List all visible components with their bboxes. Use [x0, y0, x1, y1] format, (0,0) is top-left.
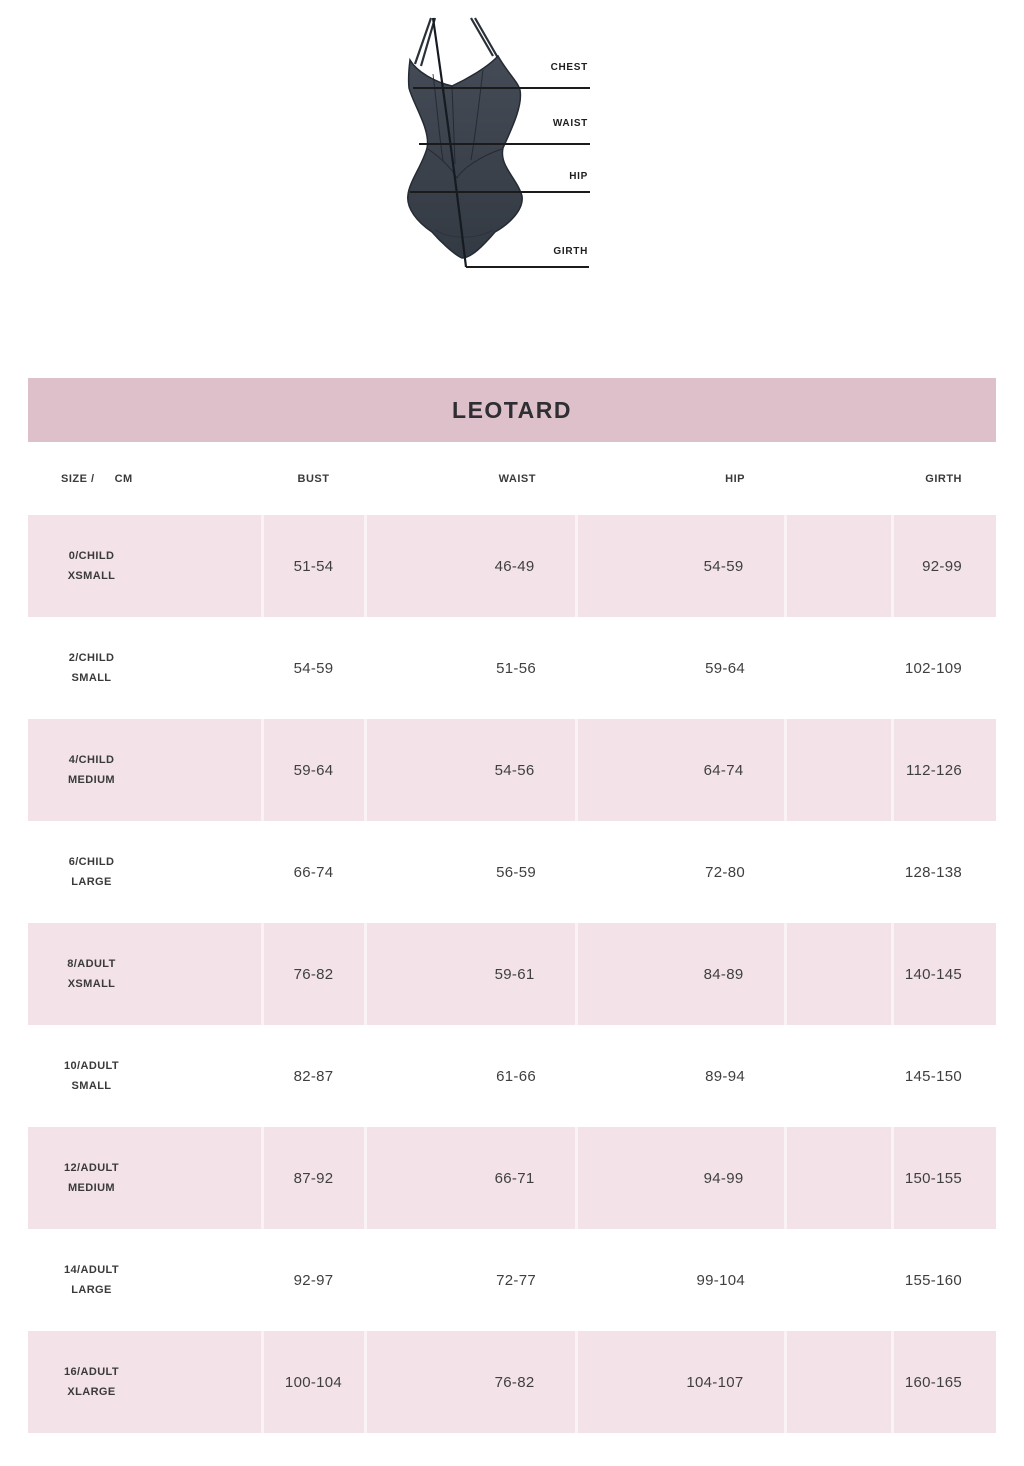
column-header-spacer [785, 442, 892, 515]
table-row [28, 923, 996, 1025]
chest-line [413, 87, 590, 89]
spacer-cell [785, 515, 892, 617]
bust-cell: 100-104 [262, 1331, 365, 1433]
bust-cell: 87-92 [262, 1127, 365, 1229]
hip-cell: 72-80 [705, 863, 745, 881]
size-line-1: 4/CHILD [68, 754, 115, 766]
size-chart-table [28, 442, 996, 1433]
size-cell [28, 821, 262, 923]
girth-cell: 92-99 [892, 515, 996, 617]
size-line-1: 2/CHILD [68, 652, 115, 664]
bust-cell: 82-87 [293, 1067, 334, 1085]
spacer-cell [785, 617, 892, 719]
size-cell [28, 719, 262, 821]
spacer-cell [785, 1229, 892, 1331]
table-row [28, 1331, 996, 1433]
size-header-label: SIZE / [61, 472, 95, 485]
column-header-girth: GIRTH [925, 472, 962, 485]
size-cell [28, 515, 262, 617]
girth-cell: 102-109 [904, 659, 962, 677]
hip-cell: 99-104 [696, 1271, 745, 1289]
spacer-cell [785, 1331, 892, 1433]
table-row [28, 821, 996, 923]
size-cell [28, 1127, 262, 1229]
column-header-bust: BUST [297, 472, 330, 485]
table-row [28, 515, 996, 617]
size-line-2: LARGE [71, 876, 112, 888]
chest-label: CHEST [550, 62, 588, 73]
table-row [28, 719, 996, 821]
girth-label: GIRTH [553, 246, 588, 257]
girth-cell: 128-138 [904, 863, 962, 881]
size-line-2: SMALL [71, 1080, 112, 1092]
spacer-cell [785, 1127, 892, 1229]
waist-cell: 46-49 [365, 515, 576, 617]
waist-cell: 76-82 [365, 1331, 576, 1433]
size-cell [28, 1229, 262, 1331]
hip-line [410, 191, 590, 193]
table-title-bar [28, 378, 996, 442]
waist-line [419, 143, 590, 145]
hip-label: HIP [569, 171, 588, 182]
measurement-diagram [0, 0, 1024, 378]
girth-line [466, 266, 589, 268]
bust-cell: 54-59 [293, 659, 334, 677]
size-line-2: XSMALL [67, 978, 116, 990]
girth-cell: 160-165 [892, 1331, 996, 1433]
size-line-2: MEDIUM [67, 1182, 115, 1194]
column-header-waist: WAIST [498, 472, 536, 485]
girth-cell: 145-150 [904, 1067, 962, 1085]
waist-cell: 59-61 [365, 923, 576, 1025]
size-line-1: 0/CHILD [68, 550, 115, 562]
hip-cell: 64-74 [576, 719, 785, 821]
size-cell [28, 1331, 262, 1433]
waist-cell: 51-56 [496, 659, 536, 677]
size-line-2: MEDIUM [67, 774, 115, 786]
bust-cell: 92-97 [293, 1271, 334, 1289]
unit-header-label: CM [114, 472, 133, 485]
girth-cell: 112-126 [892, 719, 996, 821]
waist-cell: 56-59 [496, 863, 536, 881]
size-line-2: SMALL [71, 672, 112, 684]
girth-cell: 155-160 [904, 1271, 962, 1289]
spacer-cell [785, 1025, 892, 1127]
spacer-cell [785, 923, 892, 1025]
waist-label: WAIST [552, 118, 588, 129]
spacer-cell [785, 719, 892, 821]
size-line-1: 16/ADULT [64, 1366, 119, 1378]
hip-cell: 89-94 [705, 1067, 745, 1085]
spacer-cell [785, 821, 892, 923]
waist-cell: 66-71 [365, 1127, 576, 1229]
size-line-1: 8/ADULT [67, 958, 116, 970]
column-header-hip: HIP [725, 472, 745, 485]
table-row [28, 1127, 996, 1229]
girth-cell: 150-155 [892, 1127, 996, 1229]
hip-cell: 104-107 [576, 1331, 785, 1433]
hip-cell: 59-64 [705, 659, 745, 677]
size-chart-section [28, 378, 996, 1433]
waist-cell: 72-77 [496, 1271, 536, 1289]
size-table-body [28, 515, 996, 1433]
bust-cell: 59-64 [262, 719, 365, 821]
size-cell [28, 617, 262, 719]
bust-cell: 76-82 [262, 923, 365, 1025]
column-header-row [28, 442, 996, 515]
table-row [28, 1025, 996, 1127]
hip-cell: 84-89 [576, 923, 785, 1025]
waist-cell: 61-66 [496, 1067, 536, 1085]
bust-cell: 66-74 [293, 863, 334, 881]
table-row [28, 1229, 996, 1331]
waist-cell: 54-56 [365, 719, 576, 821]
size-line-2: XLARGE [67, 1386, 116, 1398]
size-line-1: 12/ADULT [64, 1162, 119, 1174]
table-title: LEOTARD [452, 396, 572, 423]
bust-cell: 51-54 [262, 515, 365, 617]
size-cell [28, 1025, 262, 1127]
size-line-1: 6/CHILD [68, 856, 115, 868]
column-header-size [28, 442, 262, 515]
hip-cell: 94-99 [576, 1127, 785, 1229]
size-line-2: XSMALL [67, 570, 116, 582]
hip-cell: 54-59 [576, 515, 785, 617]
size-cell [28, 923, 262, 1025]
size-line-2: LARGE [71, 1284, 112, 1296]
size-line-1: 10/ADULT [64, 1060, 119, 1072]
size-line-1: 14/ADULT [64, 1264, 119, 1276]
table-row [28, 617, 996, 719]
girth-cell: 140-145 [892, 923, 996, 1025]
